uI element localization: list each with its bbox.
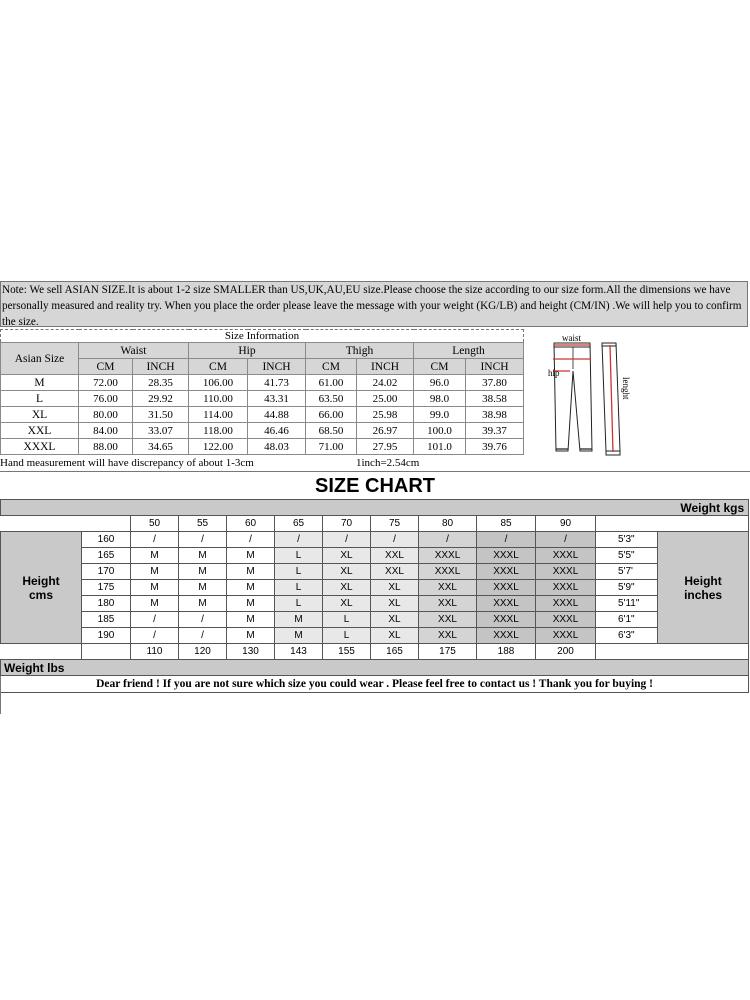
- unit-header: INCH: [133, 359, 189, 375]
- weight-kgs-label: Weight kgs: [1, 500, 749, 516]
- table-row: [1, 548, 749, 564]
- size-cell: M: [227, 612, 275, 628]
- measurement-cell: 66.00: [306, 407, 357, 423]
- size-cell: XXXL: [477, 580, 536, 596]
- weight-kg-cell: 75: [371, 516, 419, 532]
- height-inch-cell: 5'5": [596, 548, 658, 564]
- size-cell: M: [131, 596, 179, 612]
- height-cm-cell: 160: [82, 532, 131, 548]
- weight-lbs-cell: 143: [275, 644, 323, 660]
- measurement-cell: 25.00: [357, 391, 414, 407]
- hip-label: hip: [548, 368, 560, 378]
- height-cm-cell: 190: [82, 628, 131, 644]
- size-cell: /: [131, 532, 179, 548]
- size-cell: XXXL: [477, 612, 536, 628]
- size-cell: XXXL: [536, 612, 596, 628]
- height-cm-cell: 185: [82, 612, 131, 628]
- size-cell: XXXL: [477, 548, 536, 564]
- table-row: [1, 532, 749, 548]
- contact-footer: Dear friend ! If you are not sure which size you could wear . Please feel free to contact us ! Thank you for buying !: [1, 676, 749, 693]
- size-cell: /: [371, 532, 419, 548]
- height-inches-label: [658, 532, 749, 644]
- measurement-cell: 118.00: [189, 423, 248, 439]
- measurement-cell: 96.0: [414, 375, 466, 391]
- size-label: XXXL: [1, 439, 79, 455]
- measurement-cell: 33.07: [133, 423, 189, 439]
- measurement-cell: 24.02: [357, 375, 414, 391]
- blank-cell: [596, 516, 658, 532]
- size-cell: L: [275, 596, 323, 612]
- size-cell: XXXL: [419, 564, 477, 580]
- height-cm-cell: 180: [82, 596, 131, 612]
- size-cell: XXXL: [536, 628, 596, 644]
- measurement-cell: 98.0: [414, 391, 466, 407]
- height-cm-cell: 175: [82, 580, 131, 596]
- size-cell: XL: [323, 548, 371, 564]
- height-inch-cell: 6'3": [596, 628, 658, 644]
- measurement-cell: 84.00: [79, 423, 133, 439]
- size-cell: XXL: [419, 580, 477, 596]
- size-label: L: [1, 391, 79, 407]
- weight-lbs-cell: 200: [536, 644, 596, 660]
- measurement-cell: 100.0: [414, 423, 466, 439]
- measurement-cell: 26.97: [357, 423, 414, 439]
- blank-cell: [658, 516, 749, 532]
- weight-kg-cell: 50: [131, 516, 179, 532]
- measurement-cell: 43.31: [248, 391, 306, 407]
- size-cell: /: [536, 532, 596, 548]
- waist-label: waist: [562, 333, 581, 343]
- measurement-cell: 61.00: [306, 375, 357, 391]
- weight-kg-cell: 70: [323, 516, 371, 532]
- size-cell: M: [131, 548, 179, 564]
- measurement-cell: 39.76: [466, 439, 524, 455]
- size-cell: XXXL: [536, 596, 596, 612]
- size-cell: XXXL: [536, 548, 596, 564]
- size-cell: XXXL: [536, 564, 596, 580]
- measurement-cell: 44.88: [248, 407, 306, 423]
- inch-conversion-note: 1inch=2.54cm: [356, 457, 420, 469]
- size-cell: /: [275, 532, 323, 548]
- unit-header: CM: [306, 359, 357, 375]
- discrepancy-note: Hand measurement will have discrepancy of about 1-3cm: [0, 457, 254, 469]
- weight-kg-cell: 60: [227, 516, 275, 532]
- table-row: [1, 423, 524, 439]
- size-cell: /: [179, 628, 227, 644]
- measurement-cell: 34.65: [133, 439, 189, 455]
- size-cell: M: [227, 580, 275, 596]
- size-cell: L: [323, 612, 371, 628]
- measurement-cell: 28.35: [133, 375, 189, 391]
- waist-header: Waist: [79, 343, 189, 359]
- table-row: [1, 439, 524, 455]
- size-cell: XXXL: [536, 580, 596, 596]
- weight-kg-cell: 80: [419, 516, 477, 532]
- height-cms-label: [1, 532, 82, 644]
- unit-header: INCH: [248, 359, 306, 375]
- measurement-cell: 101.0: [414, 439, 466, 455]
- weight-lbs-cell: 155: [323, 644, 371, 660]
- height-cms-label-line1: Height: [22, 573, 60, 588]
- blank-cell: [658, 644, 749, 660]
- weight-kg-cell: 55: [179, 516, 227, 532]
- measurement-cell: 88.00: [79, 439, 133, 455]
- height-cm-cell: 165: [82, 548, 131, 564]
- measurement-cell: 68.50: [306, 423, 357, 439]
- blank-cell: [82, 644, 131, 660]
- size-cell: M: [131, 580, 179, 596]
- table-row: [1, 628, 749, 644]
- size-cell: XL: [323, 564, 371, 580]
- weight-kg-cell: 65: [275, 516, 323, 532]
- measurement-cell: 110.00: [189, 391, 248, 407]
- weight-lbs-cell: 120: [179, 644, 227, 660]
- unit-header: INCH: [466, 359, 524, 375]
- table-row: [1, 580, 749, 596]
- unit-header: CM: [414, 359, 466, 375]
- size-cell: /: [477, 532, 536, 548]
- measurement-cell: 46.46: [248, 423, 306, 439]
- size-cell: XL: [371, 612, 419, 628]
- measurement-cell: 25.98: [357, 407, 414, 423]
- measurement-cell: 31.50: [133, 407, 189, 423]
- size-cell: M: [275, 612, 323, 628]
- measurement-cell: 41.73: [248, 375, 306, 391]
- unit-header: CM: [189, 359, 248, 375]
- weight-kg-cell: 90: [536, 516, 596, 532]
- pants-measurement-diagram: [540, 331, 640, 463]
- measurement-cell: 106.00: [189, 375, 248, 391]
- size-chart-title: SIZE CHART: [0, 471, 750, 500]
- size-information-title: Size Information: [1, 330, 524, 343]
- size-cell: XXXL: [419, 548, 477, 564]
- size-chart-table: [0, 499, 749, 693]
- size-cell: XL: [371, 628, 419, 644]
- size-cell: M: [179, 564, 227, 580]
- measurement-cell: 39.37: [466, 423, 524, 439]
- measurement-cell: 38.58: [466, 391, 524, 407]
- measurement-cell: 37.80: [466, 375, 524, 391]
- weight-lbs-cell: 175: [419, 644, 477, 660]
- size-note: Note: We sell ASIAN SIZE.It is about 1-2 size SMALLER than US,UK,AU,EU size.Please choose the size according to our size form.All the dimensions we have personally measured and reality try. When you place the order please leave the message with your weight (KG/LB) and height (CM/IN) .We will help you to confirm the size.: [0, 281, 748, 327]
- size-cell: /: [131, 612, 179, 628]
- measurement-cell: 76.00: [79, 391, 133, 407]
- table-row: [1, 564, 749, 580]
- height-inch-cell: 5'9": [596, 580, 658, 596]
- measurement-cell: 48.03: [248, 439, 306, 455]
- weight-kg-cell: 85: [477, 516, 536, 532]
- measurement-cell: 63.50: [306, 391, 357, 407]
- size-cell: L: [275, 548, 323, 564]
- size-cell: L: [275, 580, 323, 596]
- height-cms-label-line2: cms: [28, 587, 54, 602]
- thigh-header: Thigh: [306, 343, 414, 359]
- size-label: XL: [1, 407, 79, 423]
- size-cell: M: [227, 596, 275, 612]
- measurement-cell: 122.00: [189, 439, 248, 455]
- measurement-cell: 29.92: [133, 391, 189, 407]
- size-cell: XXXL: [477, 564, 536, 580]
- height-inches-label-line1: Height: [684, 573, 722, 588]
- size-cell: M: [275, 628, 323, 644]
- blank-cell: [82, 516, 131, 532]
- size-cell: XXXL: [477, 596, 536, 612]
- weight-lbs-label: Weight lbs: [1, 660, 749, 676]
- size-cell: XXL: [419, 612, 477, 628]
- length-header: Length: [414, 343, 524, 359]
- size-cell: M: [179, 580, 227, 596]
- size-label: M: [1, 375, 79, 391]
- size-cell: XL: [371, 580, 419, 596]
- measurement-cell: 27.95: [357, 439, 414, 455]
- size-cell: XXXL: [477, 628, 536, 644]
- size-cell: /: [323, 532, 371, 548]
- size-label: XXL: [1, 423, 79, 439]
- height-inch-cell: 5'11": [596, 596, 658, 612]
- weight-lbs-cell: 165: [371, 644, 419, 660]
- asian-size-header: Asian Size: [1, 343, 79, 375]
- height-cm-cell: 170: [82, 564, 131, 580]
- size-cell: /: [227, 532, 275, 548]
- size-cell: /: [179, 612, 227, 628]
- measurement-cell: 99.0: [414, 407, 466, 423]
- measurement-cell: 114.00: [189, 407, 248, 423]
- measurement-cell: 71.00: [306, 439, 357, 455]
- measurement-cell: 38.98: [466, 407, 524, 423]
- table-row: [1, 596, 749, 612]
- blank-cell: [1, 644, 82, 660]
- size-cell: /: [179, 532, 227, 548]
- size-cell: XL: [371, 596, 419, 612]
- size-cell: L: [323, 628, 371, 644]
- size-cell: XXL: [371, 548, 419, 564]
- size-cell: M: [227, 628, 275, 644]
- size-cell: XXL: [419, 596, 477, 612]
- measurement-cell: 72.00: [79, 375, 133, 391]
- measurement-cell: 80.00: [79, 407, 133, 423]
- size-cell: XXL: [371, 564, 419, 580]
- table-row: [1, 612, 749, 628]
- table-row: [1, 375, 524, 391]
- table-row: [1, 391, 524, 407]
- table-row: [1, 407, 524, 423]
- unit-header: INCH: [357, 359, 414, 375]
- blank-cell: [1, 516, 82, 532]
- size-cell: L: [275, 564, 323, 580]
- size-cell: XXL: [419, 628, 477, 644]
- size-cell: M: [227, 548, 275, 564]
- size-information-table: [0, 329, 524, 455]
- weight-lbs-cell: 110: [131, 644, 179, 660]
- size-cell: /: [419, 532, 477, 548]
- hip-header: Hip: [189, 343, 306, 359]
- height-inch-cell: 5'7': [596, 564, 658, 580]
- divider: [0, 676, 1, 714]
- size-cell: /: [131, 628, 179, 644]
- size-cell: XL: [323, 596, 371, 612]
- unit-header: CM: [79, 359, 133, 375]
- weight-lbs-cell: 188: [477, 644, 536, 660]
- blank-cell: [596, 644, 658, 660]
- length-label: lenght: [621, 377, 631, 400]
- weight-lbs-cell: 130: [227, 644, 275, 660]
- size-cell: XL: [323, 580, 371, 596]
- height-inches-label-line2: inches: [684, 587, 723, 602]
- size-cell: M: [227, 564, 275, 580]
- size-cell: M: [179, 548, 227, 564]
- measurement-footnote: [0, 457, 523, 471]
- height-inch-cell: 6'1": [596, 612, 658, 628]
- size-cell: M: [179, 596, 227, 612]
- height-inch-cell: 5'3": [596, 532, 658, 548]
- size-cell: M: [131, 564, 179, 580]
